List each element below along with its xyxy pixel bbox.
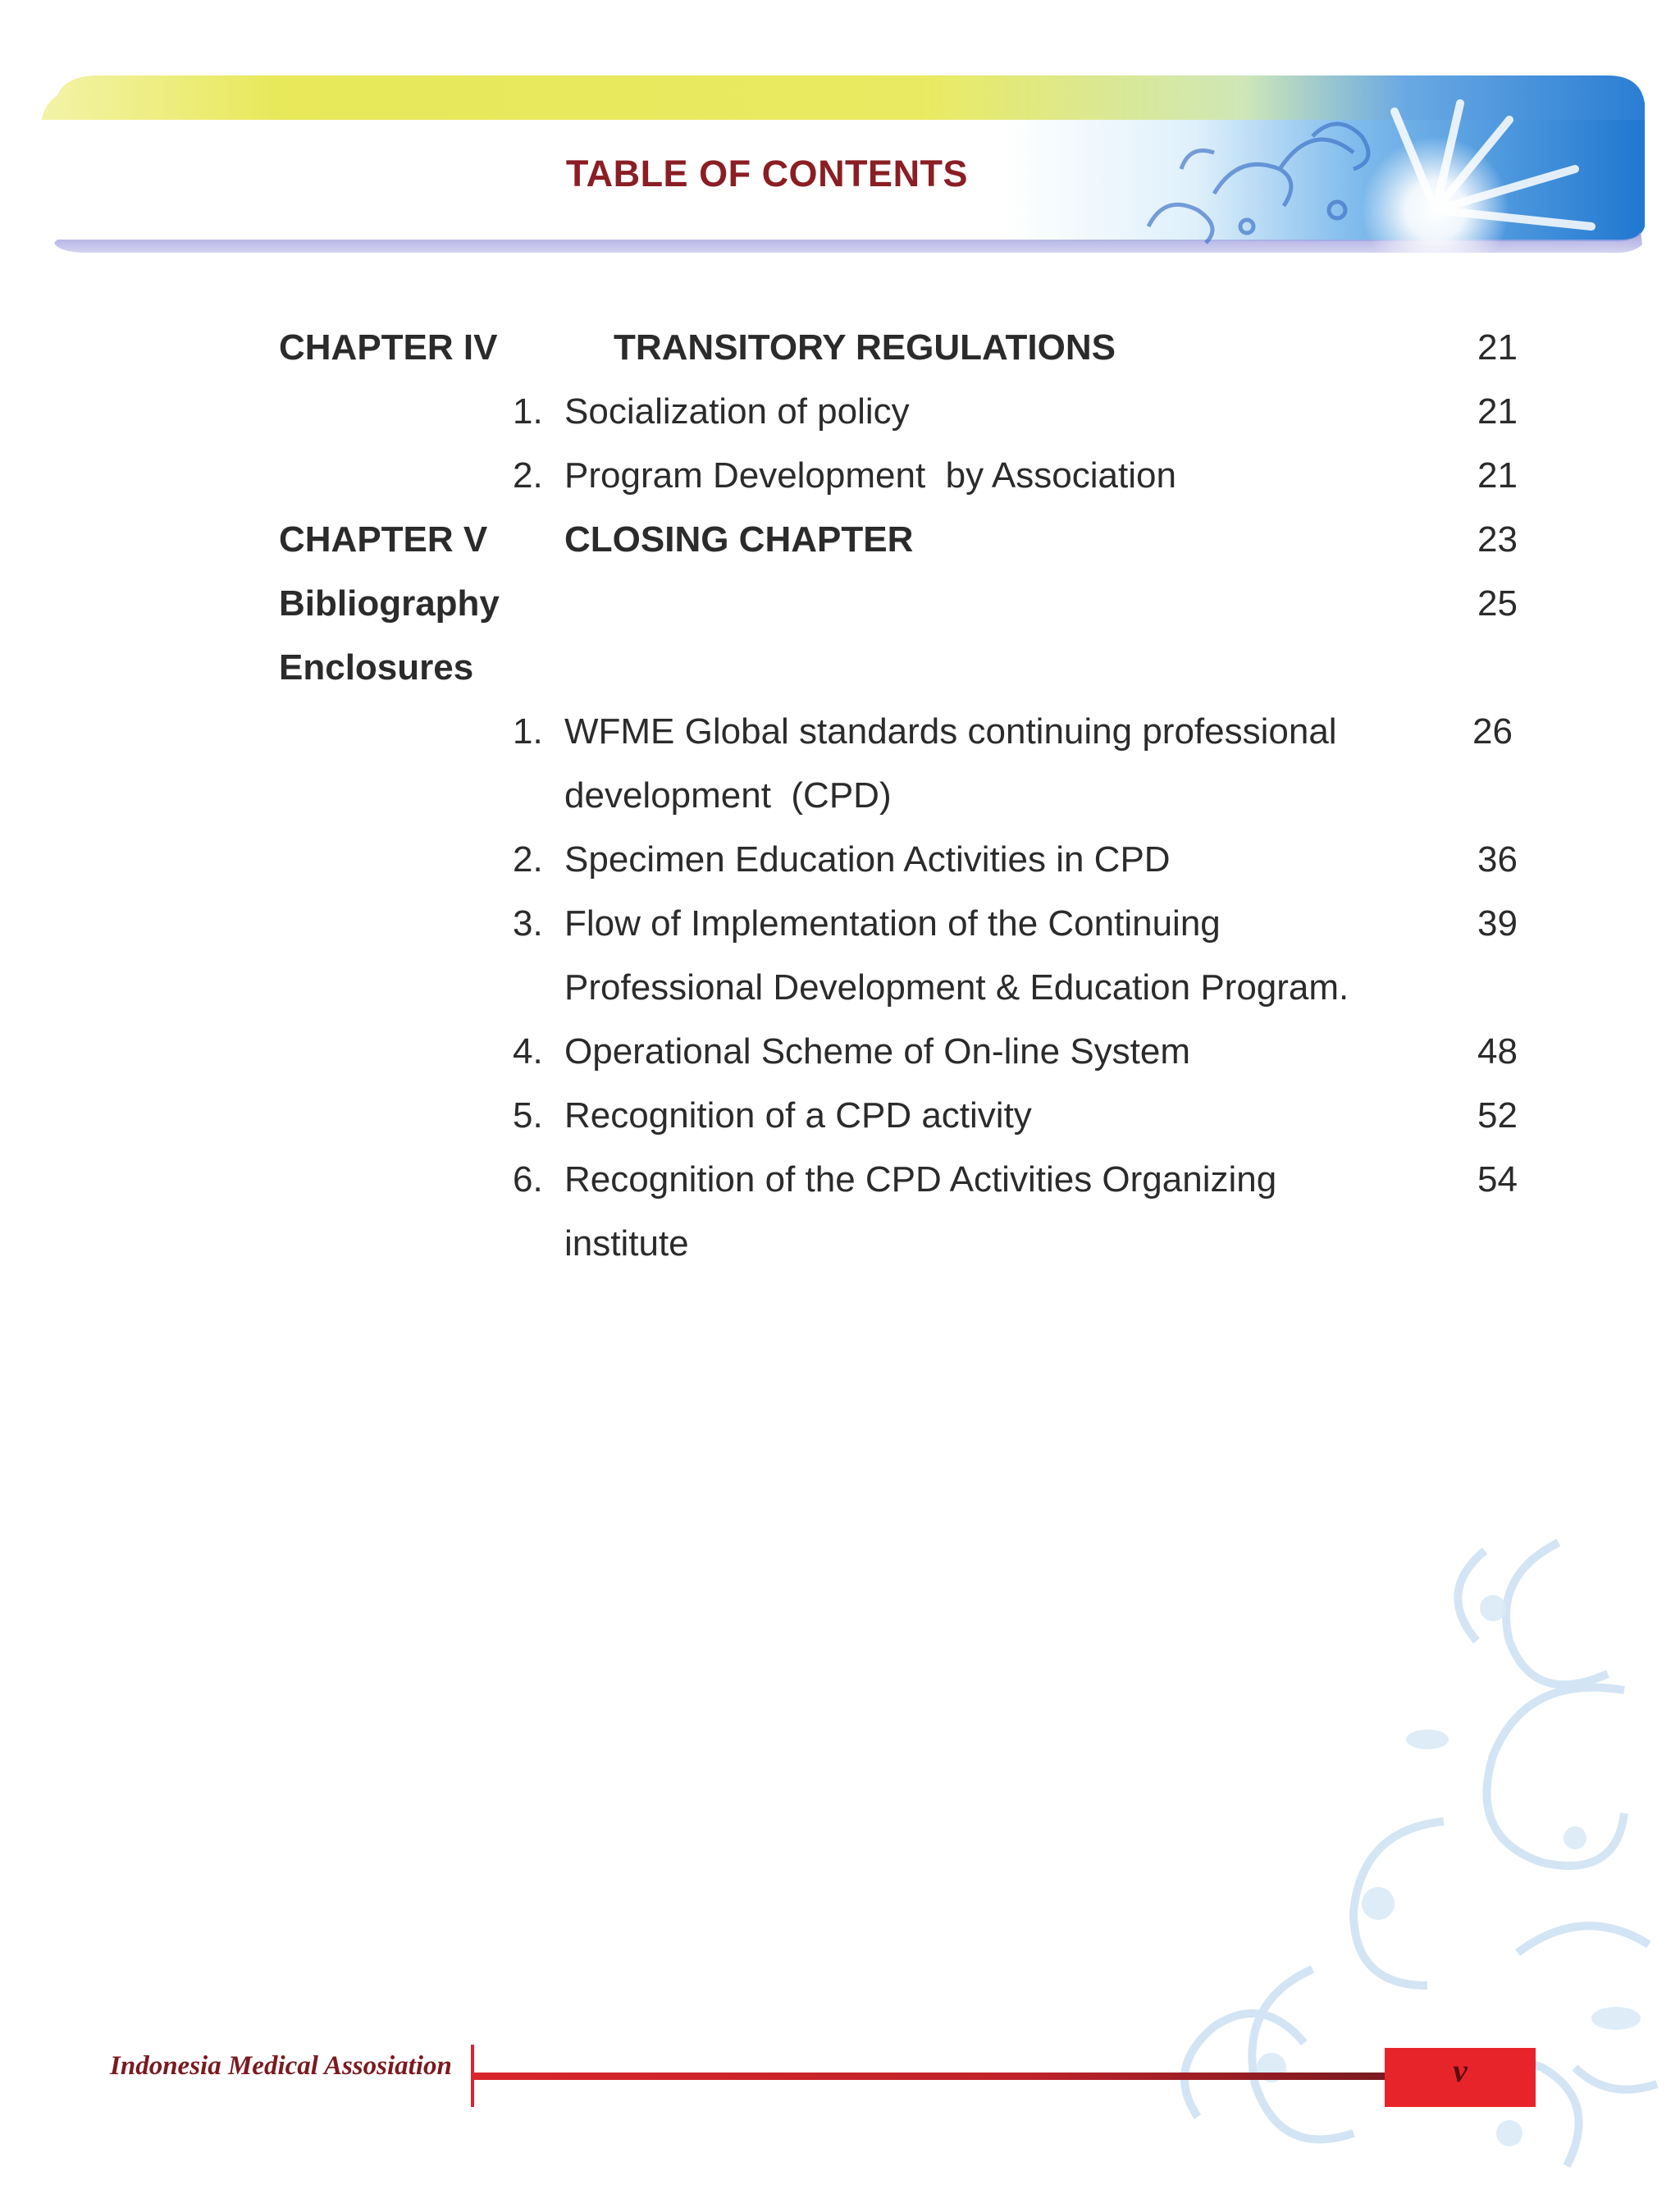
footer-organization: Indonesia Medical Assosiation [110, 2051, 452, 2081]
toc-item-title: Specimen Education Activities in CPD [564, 839, 1171, 880]
footer-rule [471, 2073, 1386, 2080]
toc-chapter-title: TRANSITORY REGULATIONS [614, 327, 1116, 368]
toc-page-number: 48 [1477, 1031, 1518, 1072]
toc-chapter-title: CLOSING CHAPTER [564, 519, 914, 560]
toc-item-number: 3. [513, 903, 543, 944]
toc-item-title: WFME Global standards continuing professional [564, 711, 1337, 752]
decorative-swirls [984, 1395, 1680, 2212]
toc-row-item[interactable] [0, 444, 1680, 508]
toc-page-number: 21 [1477, 327, 1518, 368]
toc-item-title-continued: Professional Development & Education Program. [564, 967, 1349, 1008]
toc-row-item[interactable] [0, 1148, 1680, 1212]
toc-section-label: Bibliography [279, 583, 500, 624]
page-title: TABLE OF CONTENTS [565, 153, 969, 194]
header-banner [33, 71, 1657, 256]
toc-page-number: 26 [1472, 711, 1513, 752]
toc-item-number: 6. [513, 1159, 543, 1200]
toc-row-item[interactable] [0, 700, 1680, 764]
toc-page-number: 36 [1477, 839, 1518, 880]
toc-item-number: 2. [513, 455, 543, 496]
toc-item-title: Flow of Implementation of the Continuing [564, 903, 1221, 944]
toc-row-item[interactable] [0, 892, 1680, 956]
toc-chapter-label: CHAPTER IV [279, 327, 498, 368]
toc-item-number: 5. [513, 1095, 543, 1136]
toc-item-title-continued: development (CPD) [564, 775, 892, 816]
toc-item-number: 1. [513, 391, 543, 432]
toc-row-continuation [0, 956, 1680, 1020]
toc-row-item[interactable] [0, 1084, 1680, 1148]
toc-row-enclosures[interactable] [0, 636, 1680, 700]
toc-item-number: 1. [513, 711, 543, 752]
toc-page-number: 39 [1477, 903, 1518, 944]
toc-row-item[interactable] [0, 828, 1680, 892]
toc-page-number: 52 [1477, 1095, 1518, 1136]
toc-page-number: 21 [1477, 455, 1518, 496]
toc-item-title: Recognition of a CPD activity [564, 1095, 1032, 1136]
toc-section-label: Enclosures [279, 647, 474, 688]
toc-row-chapter-v[interactable] [0, 508, 1680, 572]
toc-page-number: 25 [1477, 583, 1518, 624]
toc-page-number: 23 [1477, 519, 1518, 560]
toc-page-number: 21 [1477, 391, 1518, 432]
toc-chapter-label: CHAPTER V [279, 519, 488, 560]
toc-item-title: Socialization of policy [564, 391, 910, 432]
toc-row-continuation [0, 1212, 1680, 1276]
toc-item-title-continued: institute [564, 1223, 689, 1264]
toc-item-title: Program Development by Association [564, 455, 1176, 496]
footer-page-number: v [1453, 2052, 1468, 2089]
toc-item-title: Recognition of the CPD Activities Organizing [564, 1159, 1277, 1200]
toc-row-chapter-iv[interactable] [0, 316, 1680, 380]
toc-page-number: 54 [1477, 1159, 1518, 1200]
toc-item-number: 4. [513, 1031, 543, 1072]
toc-row-item[interactable] [0, 380, 1680, 444]
toc-row-item[interactable] [0, 1020, 1680, 1084]
toc-row-continuation [0, 764, 1680, 828]
toc-item-title: Operational Scheme of On-line System [564, 1031, 1191, 1072]
toc-row-bibliography[interactable] [0, 572, 1680, 636]
toc-item-number: 2. [513, 839, 543, 880]
